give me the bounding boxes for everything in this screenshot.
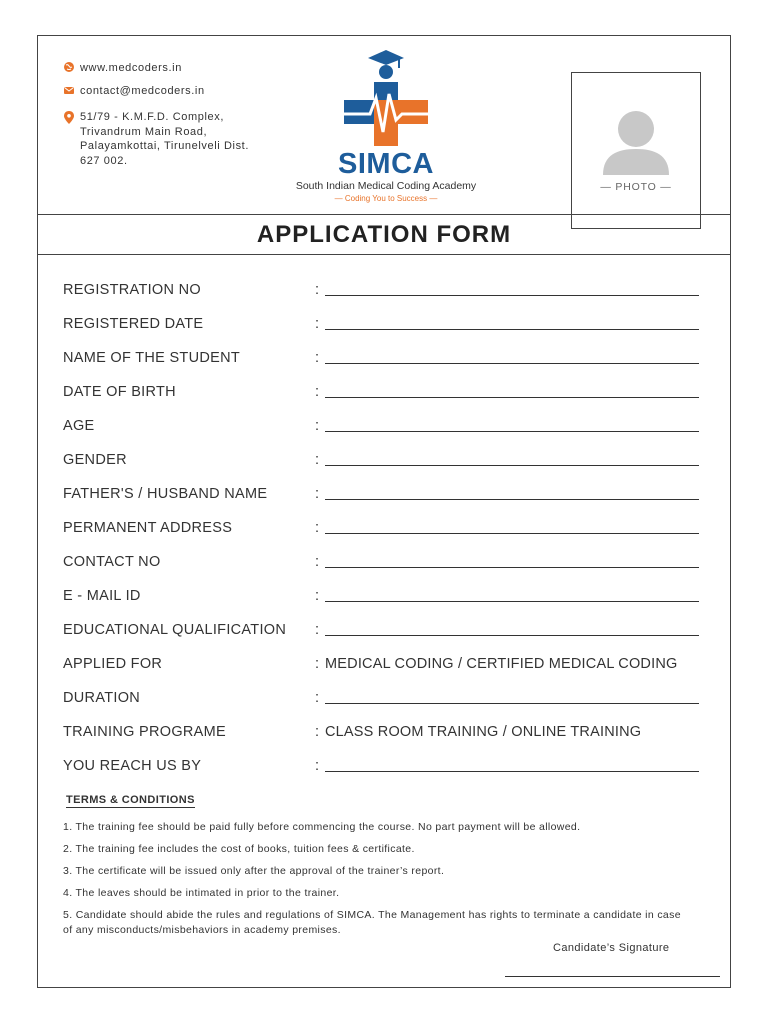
- field-colon: :: [315, 554, 320, 570]
- address-line-2: Trivandrum Main Road,: [80, 125, 208, 138]
- term-item: 3. The certificate will be issued only after the approval of the trainer’s report.: [63, 865, 445, 877]
- field-father-husband-name: [63, 486, 703, 506]
- field-input-line[interactable]: [325, 601, 699, 602]
- field-colon: :: [315, 690, 320, 706]
- term-item: 1. The training fee should be paid fully before commencing the course. No part payment will be allowed.: [63, 821, 581, 833]
- brand-tagline: — Coding You to Success —: [334, 194, 438, 203]
- field-applied-for: [63, 656, 703, 676]
- field-label: PERMANENT ADDRESS: [63, 520, 233, 536]
- field-input-line[interactable]: [325, 703, 699, 704]
- field-contact-no: [63, 554, 703, 574]
- field-input-line[interactable]: [325, 567, 699, 568]
- field-label: E - MAIL ID: [63, 588, 141, 604]
- field-input-line[interactable]: [325, 533, 699, 534]
- title-bar: [37, 214, 731, 255]
- field-colon: :: [315, 622, 320, 638]
- field-label: TRAINING PROGRAME: [63, 724, 226, 740]
- field-input-line[interactable]: [325, 635, 699, 636]
- address-line-4: 627 002.: [80, 154, 128, 167]
- photo-label: — PHOTO —: [600, 181, 672, 193]
- field-label: APPLIED FOR: [63, 656, 163, 672]
- globe-icon: [64, 62, 74, 72]
- field-colon: :: [315, 282, 320, 298]
- field-input-line[interactable]: [325, 431, 699, 432]
- field-input-line[interactable]: [325, 499, 699, 500]
- field-date-of-birth: [63, 384, 703, 404]
- term-item: 2. The training fee includes the cost of books, tuition fees & certificate.: [63, 843, 415, 855]
- field-options[interactable]: MEDICAL CODING / CERTIFIED MEDICAL CODING: [325, 656, 678, 672]
- field-label: CONTACT NO: [63, 554, 161, 570]
- field-colon: :: [315, 418, 320, 434]
- field-label: DURATION: [63, 690, 141, 706]
- photo-box[interactable]: [571, 72, 701, 229]
- medical-cross-icon: [344, 82, 428, 146]
- field-input-line[interactable]: [325, 465, 699, 466]
- brand-subtitle: South Indian Medical Coding Academy: [295, 180, 477, 192]
- simca-logo: [286, 48, 486, 148]
- signature-label: Candidate’s Signature: [553, 942, 670, 954]
- field-label: DATE OF BIRTH: [63, 384, 176, 400]
- person-silhouette-icon: [601, 107, 671, 177]
- field-training-programe: [63, 724, 703, 744]
- field-registration-no: [63, 282, 703, 302]
- field-age: [63, 418, 703, 438]
- field-label: AGE: [63, 418, 95, 434]
- signature-line[interactable]: [505, 976, 720, 977]
- field-colon: :: [315, 520, 320, 536]
- field-student-name: [63, 350, 703, 370]
- email-text[interactable]: contact@medcoders.in: [80, 85, 205, 97]
- address-line-3: Palayamkottai, Tirunelveli Dist.: [80, 140, 249, 152]
- field-label: REGISTRATION NO: [63, 282, 201, 298]
- field-input-line[interactable]: [325, 771, 699, 772]
- field-colon: :: [315, 758, 320, 774]
- field-input-line[interactable]: [325, 397, 699, 398]
- field-colon: :: [315, 316, 320, 332]
- field-colon: :: [315, 350, 320, 366]
- field-options[interactable]: CLASS ROOM TRAINING / ONLINE TRAINING: [325, 724, 642, 740]
- form-title: APPLICATION FORM: [256, 221, 512, 248]
- field-duration: [63, 690, 703, 710]
- field-colon: :: [315, 452, 320, 468]
- address-line-1: 51/79 - K.M.F.D. Complex,: [80, 111, 224, 123]
- website-text[interactable]: www.medcoders.in: [80, 62, 182, 74]
- terms-heading: TERMS & CONDITIONS: [66, 794, 195, 806]
- field-colon: :: [315, 588, 320, 604]
- field-colon: :: [315, 384, 320, 400]
- field-label: FATHER'S / HUSBAND NAME: [63, 486, 268, 502]
- field-permanent-address: [63, 520, 703, 540]
- field-gender: [63, 452, 703, 472]
- field-email-id: [63, 588, 703, 608]
- field-registered-date: [63, 316, 703, 336]
- field-input-line[interactable]: [325, 329, 699, 330]
- field-label: GENDER: [63, 452, 127, 468]
- field-colon: :: [315, 486, 320, 502]
- field-educational-qualification: [63, 622, 703, 642]
- term-item: 5. Candidate should abide the rules and regulations of SIMCA. The Management has rights to terminate a candidate in case of any misconducts/misbehaviors in academy premises.: [63, 909, 681, 936]
- field-label: REGISTERED DATE: [63, 316, 204, 332]
- field-label: EDUCATIONAL QUALIFICATION: [63, 622, 287, 638]
- field-colon: :: [315, 656, 320, 672]
- term-item: 4. The leaves should be intimated in prior to the trainer.: [63, 887, 340, 899]
- graduation-cap-icon: [368, 50, 404, 79]
- field-colon: :: [315, 724, 320, 740]
- brand-name: SIMCA: [338, 148, 434, 180]
- location-pin-icon: [64, 111, 74, 124]
- field-input-line[interactable]: [325, 295, 699, 296]
- field-label: NAME OF THE STUDENT: [63, 350, 241, 366]
- field-label: YOU REACH US BY: [63, 758, 202, 774]
- mail-icon: [64, 85, 74, 95]
- field-input-line[interactable]: [325, 363, 699, 364]
- field-you-reach-us-by: [63, 758, 703, 778]
